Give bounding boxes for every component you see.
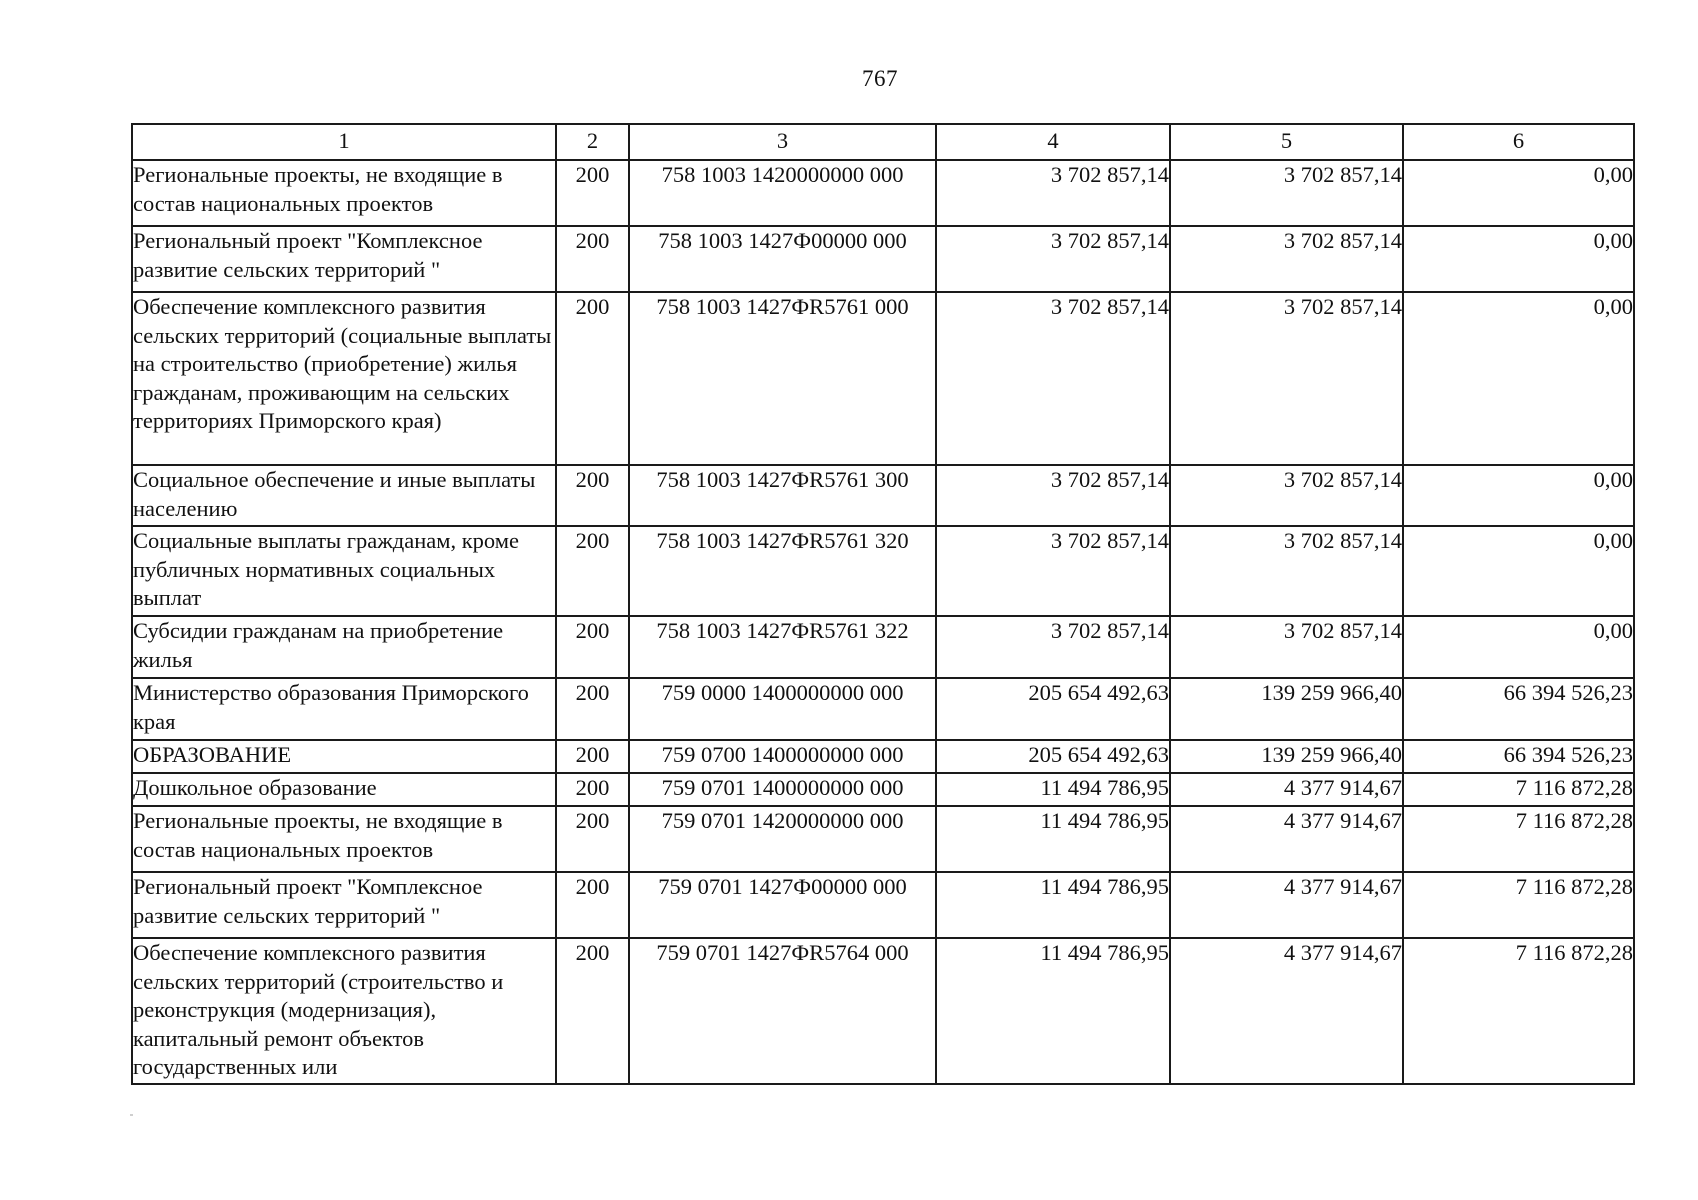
row-value-5: 4 377 914,67 <box>1170 806 1403 872</box>
row-classification: 759 0701 1427Ф00000 000 <box>629 872 936 938</box>
row-value-4: 3 702 857,14 <box>936 465 1170 526</box>
row-value-4: 3 702 857,14 <box>936 292 1170 465</box>
row-classification: 759 0701 1420000000 000 <box>629 806 936 872</box>
table-row <box>132 160 1634 226</box>
row-code: 200 <box>556 160 629 226</box>
table-row <box>132 773 1634 806</box>
row-classification: 758 1003 1427ФR5761 300 <box>629 465 936 526</box>
table-row <box>132 226 1634 292</box>
table-header-row <box>132 124 1634 160</box>
row-value-4: 11 494 786,95 <box>936 872 1170 938</box>
row-value-4: 3 702 857,14 <box>936 160 1170 226</box>
column-header-4: 4 <box>936 124 1170 160</box>
row-name: Региональные проекты, не входящие в состав национальных проектов <box>132 160 556 226</box>
budget-table <box>131 123 1635 1085</box>
row-value-5: 3 702 857,14 <box>1170 526 1403 616</box>
row-value-4: 11 494 786,95 <box>936 806 1170 872</box>
row-value-6: 0,00 <box>1403 616 1634 678</box>
row-value-5: 3 702 857,14 <box>1170 616 1403 678</box>
row-value-4: 11 494 786,95 <box>936 773 1170 806</box>
row-classification: 758 1003 1427ФR5761 000 <box>629 292 936 465</box>
row-value-6: 0,00 <box>1403 160 1634 226</box>
row-value-4: 3 702 857,14 <box>936 526 1170 616</box>
row-code: 200 <box>556 740 629 773</box>
table-row <box>132 806 1634 872</box>
row-value-4: 3 702 857,14 <box>936 616 1170 678</box>
row-value-5: 4 377 914,67 <box>1170 773 1403 806</box>
row-value-5: 139 259 966,40 <box>1170 678 1403 740</box>
row-value-5: 4 377 914,67 <box>1170 938 1403 1084</box>
row-value-5: 3 702 857,14 <box>1170 226 1403 292</box>
column-header-3: 3 <box>629 124 936 160</box>
table-row <box>132 740 1634 773</box>
row-value-5: 4 377 914,67 <box>1170 872 1403 938</box>
row-classification: 759 0700 1400000000 000 <box>629 740 936 773</box>
row-value-5: 3 702 857,14 <box>1170 292 1403 465</box>
row-value-6: 0,00 <box>1403 526 1634 616</box>
table-row <box>132 465 1634 526</box>
row-value-6: 66 394 526,23 <box>1403 740 1634 773</box>
row-code: 200 <box>556 872 629 938</box>
page-number: 767 <box>862 66 898 91</box>
row-name: Министерство образования Приморского края <box>132 678 556 740</box>
row-value-5: 139 259 966,40 <box>1170 740 1403 773</box>
table-row <box>132 678 1634 740</box>
row-code: 200 <box>556 292 629 465</box>
row-classification: 759 0701 1400000000 000 <box>629 773 936 806</box>
row-value-6: 7 116 872,28 <box>1403 872 1634 938</box>
column-header-2: 2 <box>556 124 629 160</box>
row-code: 200 <box>556 773 629 806</box>
row-value-6: 0,00 <box>1403 226 1634 292</box>
row-value-6: 7 116 872,28 <box>1403 773 1634 806</box>
table-row <box>132 526 1634 616</box>
row-value-6: 66 394 526,23 <box>1403 678 1634 740</box>
row-classification: 758 1003 1427ФR5761 322 <box>629 616 936 678</box>
row-classification: 759 0701 1427ФR5764 000 <box>629 938 936 1084</box>
row-code: 200 <box>556 806 629 872</box>
scan-speck <box>130 1114 133 1116</box>
table-row <box>132 872 1634 938</box>
row-name: Социальные выплаты гражданам, кроме публичных нормативных социальных выплат <box>132 526 556 616</box>
row-name: Обеспечение комплексного развития сельских территорий (социальные выплаты на строительство (приобретение) жилья гражданам, проживающим на сельских территориях Приморского края) <box>132 292 556 465</box>
row-classification: 758 1003 1427ФR5761 320 <box>629 526 936 616</box>
row-value-4: 205 654 492,63 <box>936 740 1170 773</box>
row-name: Обеспечение комплексного развития сельских территорий (строительство и реконструкция (модернизация), капитальный ремонт объектов государственных или <box>132 938 556 1084</box>
column-header-6: 6 <box>1403 124 1634 160</box>
row-code: 200 <box>556 465 629 526</box>
row-classification: 758 1003 1420000000 000 <box>629 160 936 226</box>
row-classification: 758 1003 1427Ф00000 000 <box>629 226 936 292</box>
row-value-4: 205 654 492,63 <box>936 678 1170 740</box>
row-classification: 759 0000 1400000000 000 <box>629 678 936 740</box>
table-row <box>132 938 1634 1084</box>
row-value-4: 11 494 786,95 <box>936 938 1170 1084</box>
row-name: Субсидии гражданам на приобретение жилья <box>132 616 556 678</box>
row-name: Дошкольное образование <box>132 773 556 806</box>
row-code: 200 <box>556 938 629 1084</box>
row-name: Социальное обеспечение и иные выплаты населению <box>132 465 556 526</box>
row-value-6: 0,00 <box>1403 292 1634 465</box>
row-code: 200 <box>556 526 629 616</box>
row-value-6: 7 116 872,28 <box>1403 806 1634 872</box>
table-row <box>132 616 1634 678</box>
row-value-4: 3 702 857,14 <box>936 226 1170 292</box>
row-value-5: 3 702 857,14 <box>1170 160 1403 226</box>
column-header-1: 1 <box>132 124 556 160</box>
row-value-6: 7 116 872,28 <box>1403 938 1634 1084</box>
row-code: 200 <box>556 678 629 740</box>
row-name: ОБРАЗОВАНИЕ <box>132 740 556 773</box>
row-value-6: 0,00 <box>1403 465 1634 526</box>
row-code: 200 <box>556 616 629 678</box>
column-header-5: 5 <box>1170 124 1403 160</box>
row-name: Региональный проект "Комплексное развитие сельских территорий " <box>132 226 556 292</box>
row-name: Региональные проекты, не входящие в состав национальных проектов <box>132 806 556 872</box>
row-value-5: 3 702 857,14 <box>1170 465 1403 526</box>
row-name: Региональный проект "Комплексное развитие сельских территорий " <box>132 872 556 938</box>
table-row <box>132 292 1634 465</box>
row-code: 200 <box>556 226 629 292</box>
